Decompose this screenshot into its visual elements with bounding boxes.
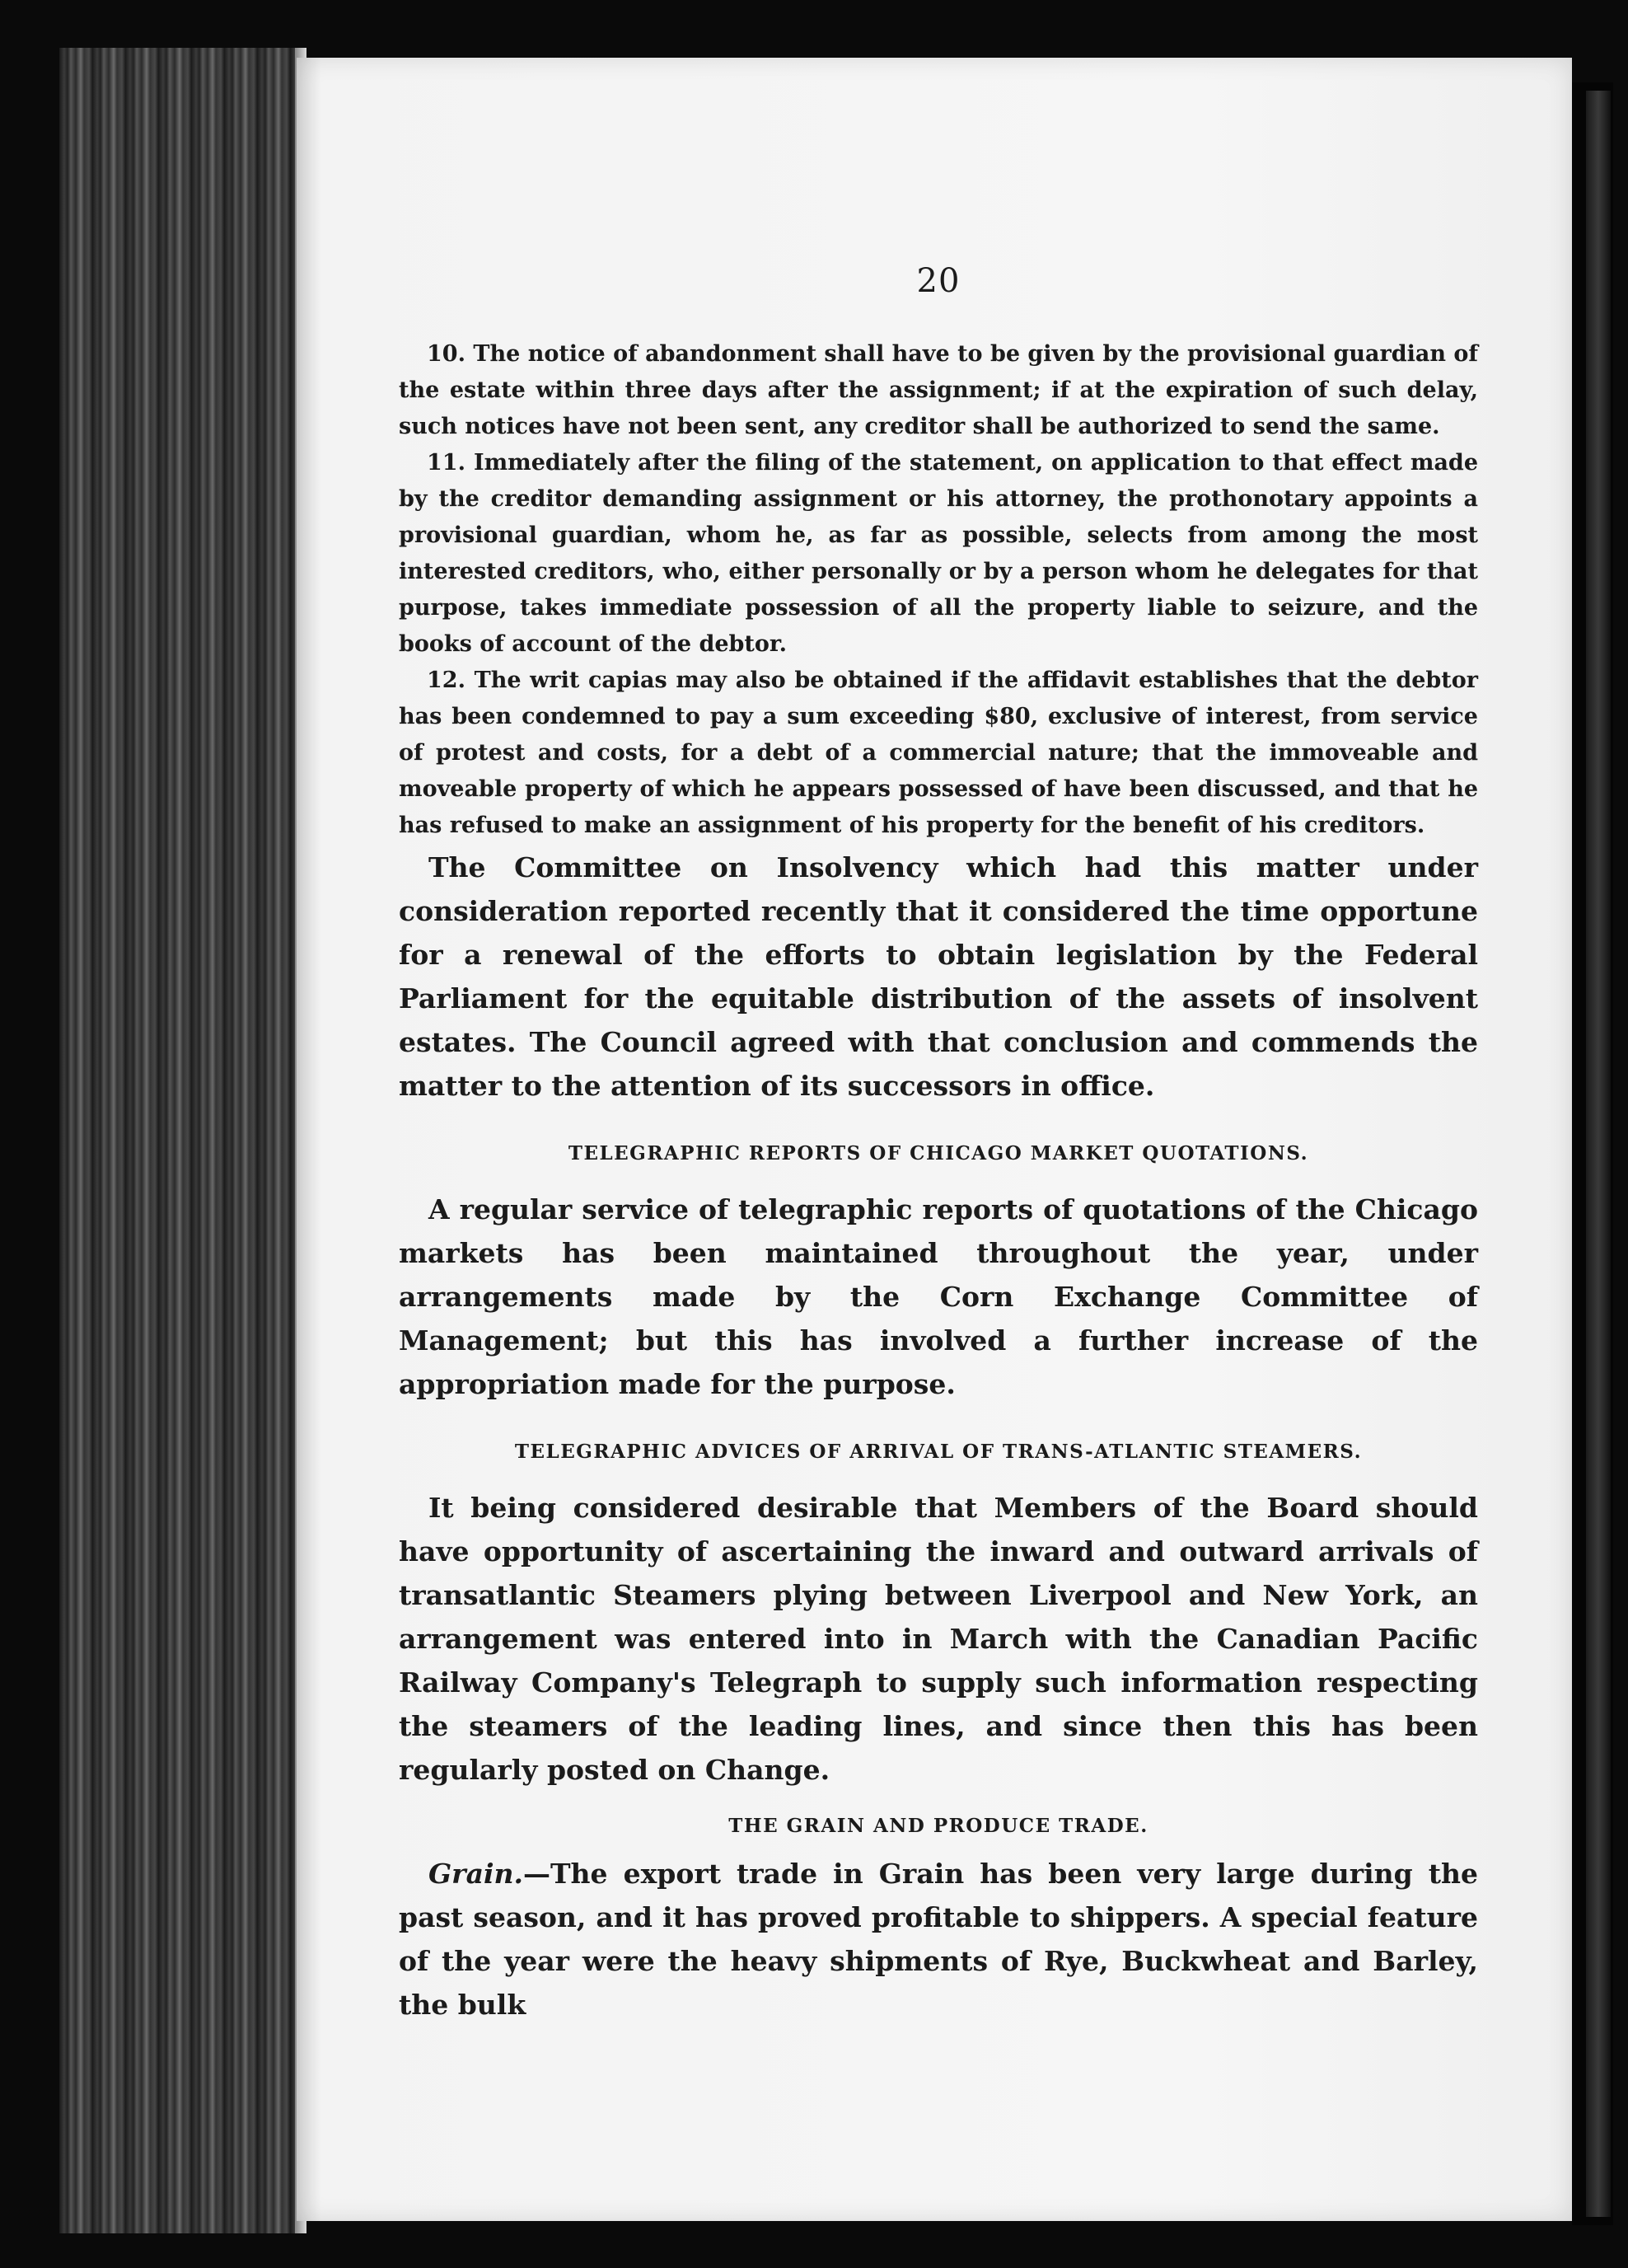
facing-page-edge xyxy=(1586,91,1611,2217)
grain-lead: Grain. xyxy=(428,1858,523,1890)
paragraph-10: 10. The notice of abandonment shall have to be given by the provisional guardian of the estate within three days after the assignment; if at the expiration of such delay, such notices have not been sent, any creditor shall be authorized to send the same. xyxy=(399,341,1478,439)
paragraph-12: 12. The writ capias may also be obtained if the affidavit establishes that the debtor has been condemned to pay a sum exceeding $80, exclusive of interest, from service of protest and costs, for a debt of a commercial nature; that the immoveable and moveable property of which he appears possessed of have been discussed, and that he has refused to make an assignment of his property for the benefit of his creditors. xyxy=(399,668,1478,838)
book-page-edges xyxy=(59,48,302,2233)
grain-body: —The export trade in Grain has been very large during the past season, and it has proved profitable to shippers. A special feature of the year were the heavy shipments of Rye, Buckwheat and Barley, the bulk xyxy=(399,1858,1478,2021)
committee-paragraph: The Committee on Insolvency which had this matter under consideration reported recently that it considered the time opportune for a renewal of the efforts to obtain legislation by the Federal Parliament for the equitable distribution of the assets of insolvent estates. The Council agreed with that conclusion and commends the matter to the attention of its successors in office. xyxy=(399,851,1478,1102)
page-content xyxy=(399,262,1478,2027)
heading-steamer-arrivals: TELEGRAPHIC ADVICES OF ARRIVAL OF TRANS-ATLANTIC STEAMERS. xyxy=(514,1441,1363,1463)
paragraph-11: 11. Immediately after the filing of the statement, on application to that effect made by the creditor demanding assignment or his attorney, the prothonotary appoints a provisional guardian, whom he, as far as possible, selects from among the most interested creditors, who, either personally or by a person whom he delegates for that purpose, takes immediate possession of all the property liable to seizure, and the books of account of the debtor. xyxy=(399,450,1478,657)
chicago-quotations-body: A regular service of telegraphic reports of quotations of the Chicago markets has been maintained throughout the year, under arrangements made by the Corn Exchange Committee of Management; but this has involved a further increase of the appropriation made for the purpose. xyxy=(399,1193,1478,1400)
steamer-arrivals-body: It being considered desirable that Members of the Board should have opportunity of ascertaining the inward and outward arrivals of transatlantic Steamers plying between Liverpool and New York, an arrangement was entered into in March with the Canadian Pacific Railway Company's Telegraph to supply such information respecting the steamers of the leading lines, and since then this has been regularly posted on Change. xyxy=(399,1492,1478,1786)
heading-grain-produce: THE GRAIN AND PRODUCE TRADE. xyxy=(728,1815,1148,1837)
page-number: 20 xyxy=(916,262,961,300)
heading-chicago-quotations: TELEGRAPHIC REPORTS OF CHICAGO MARKET QUOTATIONS. xyxy=(568,1142,1309,1164)
grain-paragraph xyxy=(399,1852,1478,2027)
